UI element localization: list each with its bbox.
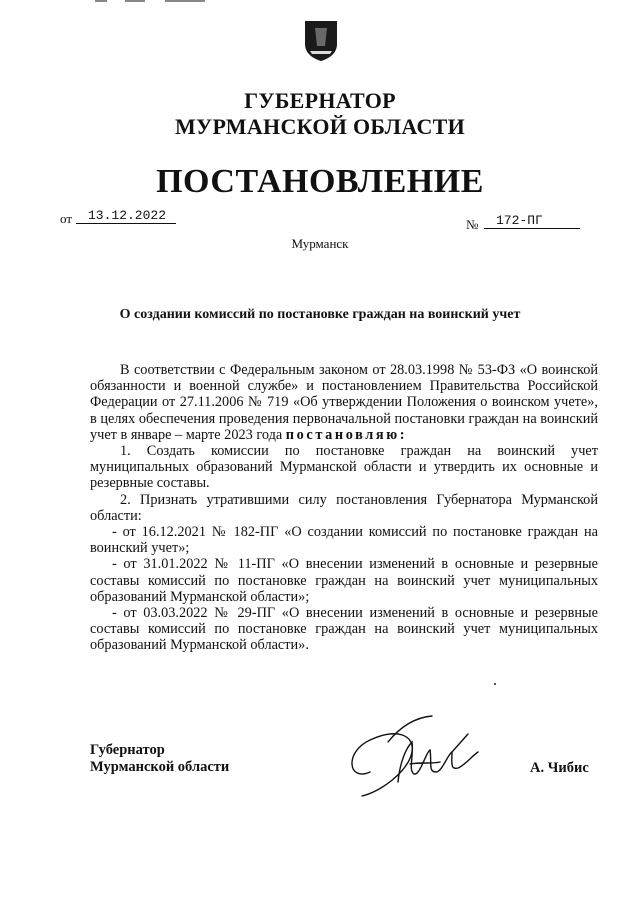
- org-name-line2: МУРМАНСКОЙ ОБЛАСТИ: [174, 114, 466, 139]
- org-name-line1: ГУБЕРНАТОР: [244, 88, 396, 113]
- handwritten-signature: [340, 712, 490, 802]
- city: Мурманск: [291, 236, 349, 251]
- scan-marks: [95, 0, 235, 4]
- document-body: [90, 362, 598, 654]
- preamble-paragraph: [90, 362, 598, 443]
- repealed-item-1: - от 16.12.2021 № 182-ПГ «О создании комиссий по постановке граждан на воинский учет»;: [90, 524, 598, 557]
- item-2: 2. Признать утратившими силу постановления Губернатора Мурманской области:: [90, 491, 598, 524]
- item-1: 1. Создать комиссии по постановке граждан на воинский учет муниципальных образований Мурманской области и утвердить их основные и резервные составы.: [90, 443, 598, 492]
- signatory-name: А. Чибис: [530, 760, 589, 776]
- document-subject: О создании комиссий по постановке граждан на воинский учет: [119, 307, 521, 322]
- repealed-item-2: - от 31.01.2022 № 11-ПГ «О внесении изменений в основные и резервные составы комиссий по постановке граждан на воинский учет муниципальных образований Мурманской области»;: [90, 556, 598, 605]
- scan-dot: [494, 683, 496, 685]
- decree-word: постановляю:: [285, 426, 408, 443]
- coat-of-arms-icon: [300, 18, 342, 62]
- signatory-title-line1: Губернатор: [90, 742, 165, 758]
- date-value: 13.12.2022: [76, 208, 176, 224]
- signatory-title: [90, 742, 229, 776]
- date-prefix: от: [60, 211, 73, 226]
- document-type: ПОСТАНОВЛЕНИЕ: [156, 163, 484, 200]
- number-value: 172-ПГ: [484, 213, 580, 229]
- preamble-text: В соответствии с Федеральным законом от 28.03.1998 № 53-ФЗ «О воинской обязанности и военной службе» и постановлением Правительства Российской Федерации от 27.11.2006 № 719 «Об утверждении Положения о воинском учете», в целях обеспечения проведения первоначальной постановки граждан на воинский учет в январе – марте 2023 года: [90, 362, 598, 443]
- number-prefix: №: [466, 217, 479, 232]
- signatory-title-line2: Мурманской области: [90, 759, 230, 775]
- repealed-item-3: - от 03.03.2022 № 29-ПГ «О внесении изменений в основные и резервные составы комиссий по постановке граждан на воинский учет муниципальных образований Мурманской области».: [90, 605, 598, 654]
